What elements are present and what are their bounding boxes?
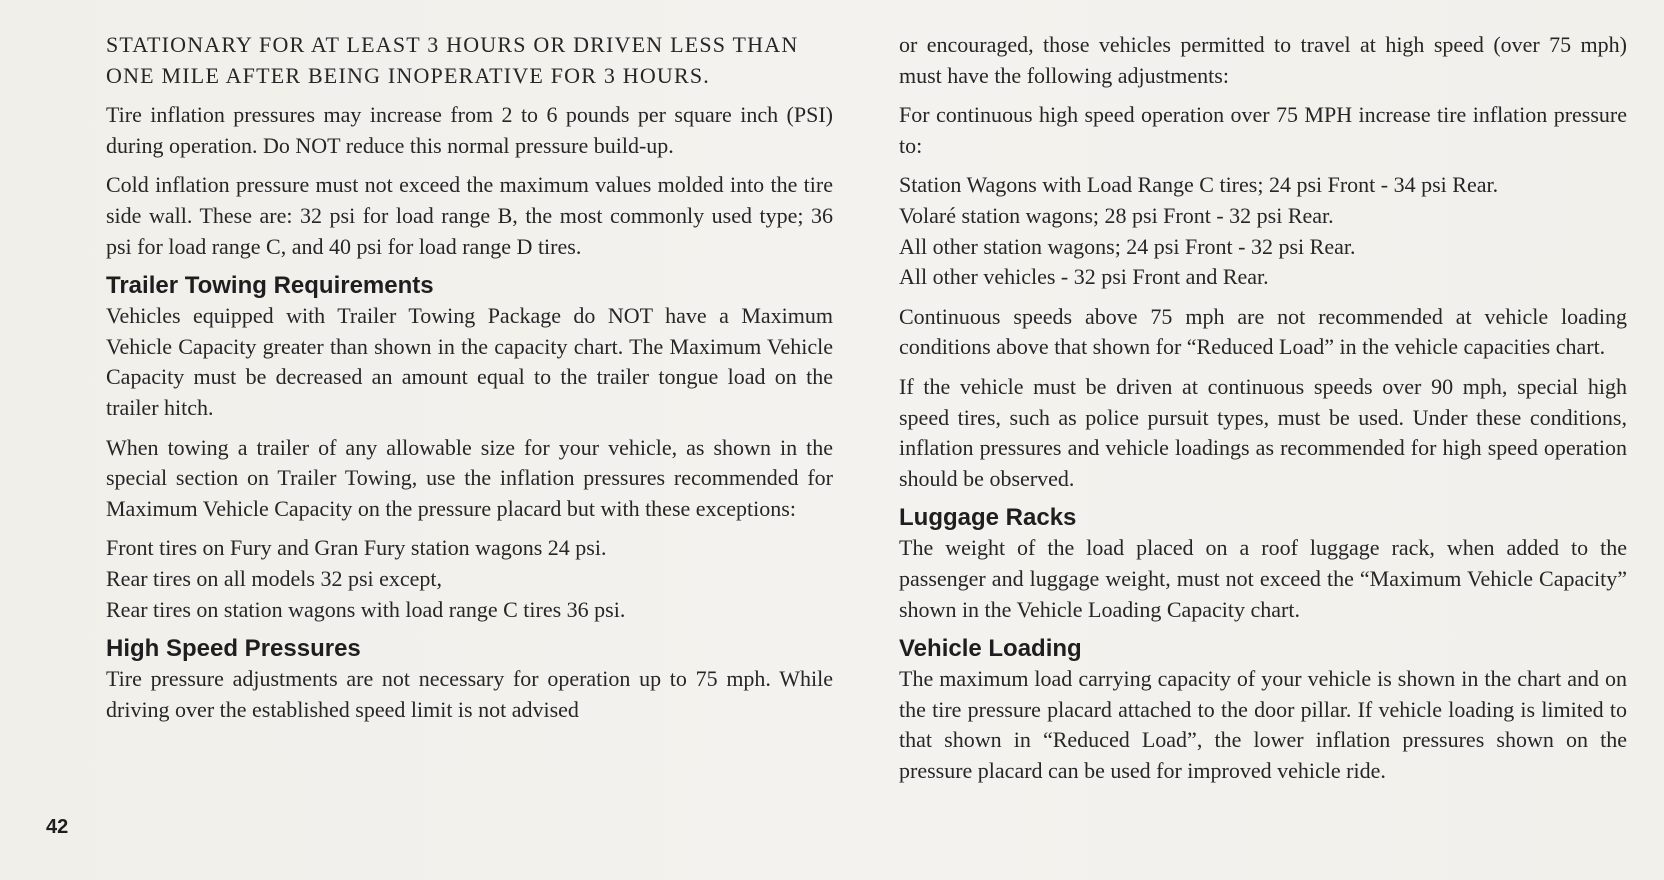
- pressure-item-wagons-c: Station Wagons with Load Range C tires; 24 psi Front - 34 psi Rear.: [899, 172, 1499, 198]
- intro-caps-text: STATIONARY FOR AT LEAST 3 HOURS OR DRIVEN LESS THAN ONE MILE AFTER BEING INOPERATIVE FOR 3 HOURS.: [106, 32, 799, 88]
- exception-rear-tires: Rear tires on all models 32 psi except,: [106, 565, 443, 591]
- pressure-item-volare: Volaré station wagons; 28 psi Front - 32 psi Rear.: [899, 202, 1334, 228]
- right-column: [899, 30, 1627, 786]
- trailer-capacity-paragraph: Vehicles equipped with Trailer Towing Package do NOT have a Maximum Vehicle Capacity greater than shown in the capacity chart. The Maximum Vehicle Capacity must be decreased an amount equal to the trailer tongue load on the trailer hitch.: [106, 303, 833, 420]
- page-number: 42: [46, 816, 69, 838]
- towing-pressures-paragraph: When towing a trailer of any allowable size for your vehicle, as shown in the special section on Trailer Towing, use the inflation pressures recommended for Maximum Vehicle Capacity on the pressure placard but with these exceptions:: [106, 434, 833, 521]
- high-speed-continued-paragraph: or encouraged, those vehicles permitted to travel at high speed (over 75 mph) must have the following adjustments:: [899, 32, 1627, 88]
- pressure-item-other-wagons: All other station wagons; 24 psi Front - 32 psi Rear.: [899, 233, 1356, 259]
- luggage-racks-paragraph: The weight of the load placed on a roof luggage rack, when added to the passenger and luggage weight, must not exceed the “Maximum Vehicle Capacity” shown in the Vehicle Loading Capacity chart.: [899, 535, 1627, 622]
- left-column: [106, 30, 833, 725]
- exception-rear-wagon-tires: Rear tires on station wagons with load range C tires 36 psi.: [106, 596, 626, 622]
- trailer-towing-heading: Trailer Towing Requirements: [106, 272, 434, 300]
- exception-front-tires: Front tires on Fury and Gran Fury station wagons 24 psi.: [106, 535, 607, 561]
- high-speed-tires-paragraph: If the vehicle must be driven at continuous speeds over 90 mph, special high speed tires, such as police pursuit types, must be used. Under these conditions, inflation pressures and vehicle loadings as recommended for high speed operation should be observed.: [899, 373, 1627, 491]
- high-speed-heading: High Speed Pressures: [106, 635, 361, 663]
- pressure-item-other-vehicles: All other vehicles - 32 psi Front and Rear.: [899, 264, 1269, 290]
- high-speed-paragraph: Tire pressure adjustments are not necessary for operation up to 75 mph. While driving over the established speed limit is not advised: [106, 666, 833, 722]
- vehicle-loading-heading: Vehicle Loading: [899, 635, 1082, 663]
- pressure-buildup-paragraph: Tire inflation pressures may increase from 2 to 6 pounds per square inch (PSI) during operation. Do NOT reduce this normal pressure build-up.: [106, 102, 833, 158]
- cold-inflation-paragraph: Cold inflation pressure must not exceed the maximum values molded into the tire side wall. These are: 32 psi for load range B, the most commonly used type; 36 psi for load range C, and 40 psi for load range D tires.: [106, 172, 833, 259]
- luggage-racks-heading: Luggage Racks: [899, 504, 1077, 532]
- continuous-operation-paragraph: For continuous high speed operation over 75 MPH increase tire inflation pressure to:: [899, 102, 1627, 158]
- reduced-load-paragraph: Continuous speeds above 75 mph are not recommended at vehicle loading conditions above that shown for “Reduced Load” in the vehicle capacities chart.: [899, 303, 1627, 360]
- vehicle-loading-paragraph: The maximum load carrying capacity of your vehicle is shown in the chart and on the tire pressure placard attached to the door pillar. If vehicle loading is limited to that shown in “Reduced Load”, the lower inflation pressures shown on the pressure placard can be used for improved vehicle ride.: [899, 666, 1627, 783]
